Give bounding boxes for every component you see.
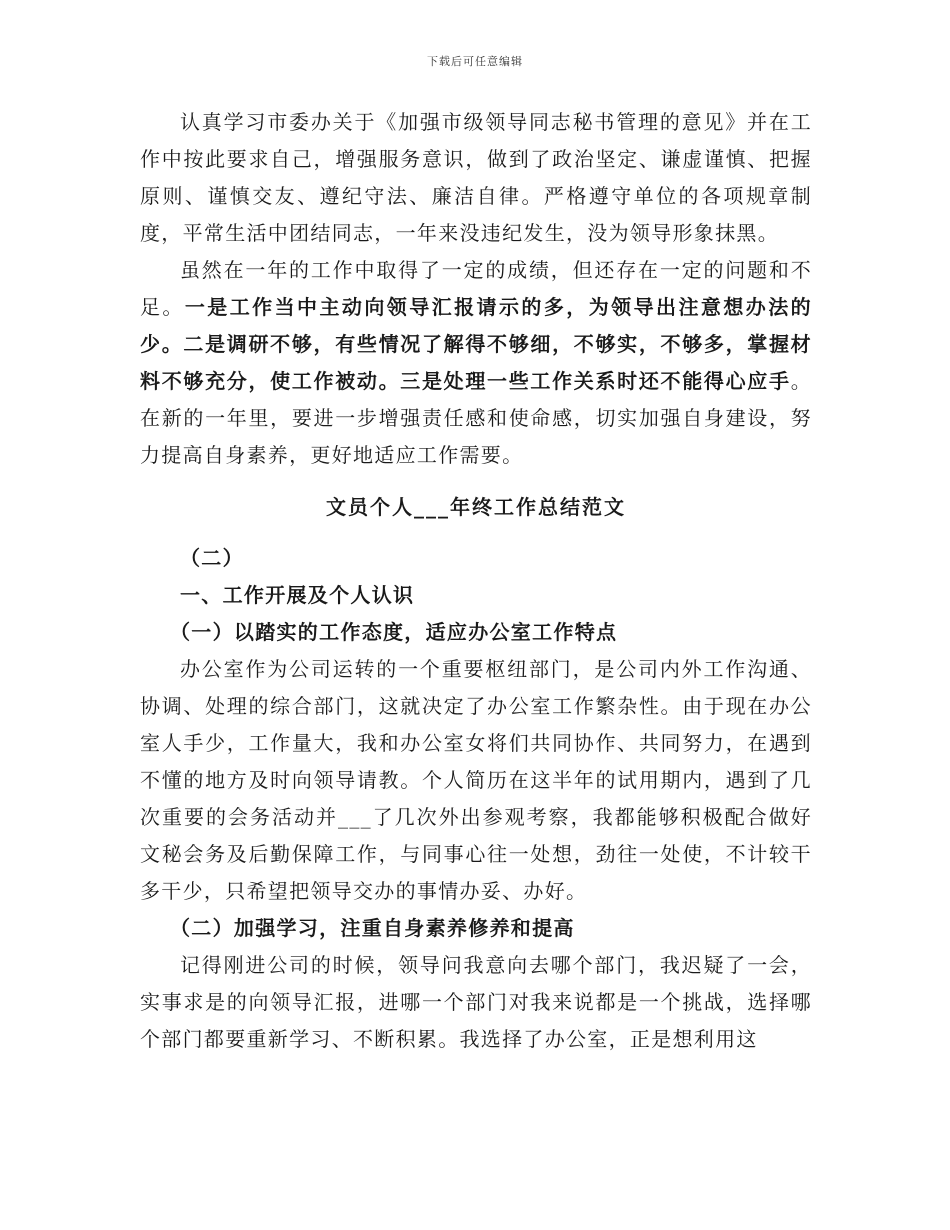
document-title: 文员个人___年终工作总结范文 [326,495,626,519]
paragraph-2-emphasis: 一是工作当中主动向领导汇报请示的多，为领导出注意想办法的少。二是调研不够，有些情况了解得不够细，不够实，不够多，掌握材料不够充分，使工作被动。三是处理一些工作关系时还不能得心应手 [140,295,812,393]
subsection-heading-1: （一）以踏实的工作态度，适应办公室工作特点 [170,620,618,644]
paragraph-1: 认真学习市委办关于《加强市级领导同志秘书管理的意见》并在工作中按此要求自己，增强服务意识，做到了政治坚定、谦虚谨慎、把握原则、谨慎交友、遵纪守法、廉洁自律。严格遵守单位的各项规章制度，平常生活中团结同志，一年来没违纪发生，没为领导形象抹黑。 [140,110,812,245]
paragraph-4: 记得刚进公司的时候，领导问我意向去哪个部门，我迟疑了一会，实事求是的向领导汇报，进哪一个部门对我来说都是一个挑战，选择哪个部门都要重新学习、不断积累。我选择了办公室，正是想利用这 [140,953,812,1051]
subsection-heading-2: （二）加强学习，注重自身素养修养和提高 [170,916,575,940]
paragraph-2-intro: 虽然在一年的工作中取得了一定的成绩，但还存在一定的问题和不足。 [140,258,812,319]
paragraph-3: 办公室作为公司运转的一个重要枢纽部门，是公司内外工作沟通、协调、处理的综合部门，这就决定了办公室工作繁杂性。由于现在办公室人手少，工作量大，我和办公室女将们共同协作、共同努力，在遇到不懂的地方及时向领导请教。个人简历在这半年的试用期内，遇到了几次重要的会务活动并___了几次外出参观考察，我都能够积极配合做好文秘会务及后勤保障工作，与同事心往一处想，劲往一处使，不计较干多干少，只希望把领导交办的事情办妥、办好。 [140,657,812,903]
section-heading: 一、工作开展及个人认识 [180,583,415,607]
paragraph-2-closing: 。在新的一年里，要进一步增强责任感和使命感，切实加强自身建设，努力提高自身素养，更好地适应工作需要。 [140,369,812,467]
paragraph-2 [140,252,812,474]
page-header-note: 下载后可任意编辑 [427,55,523,68]
part-label: （二） [180,546,244,570]
document-body [140,104,812,1058]
